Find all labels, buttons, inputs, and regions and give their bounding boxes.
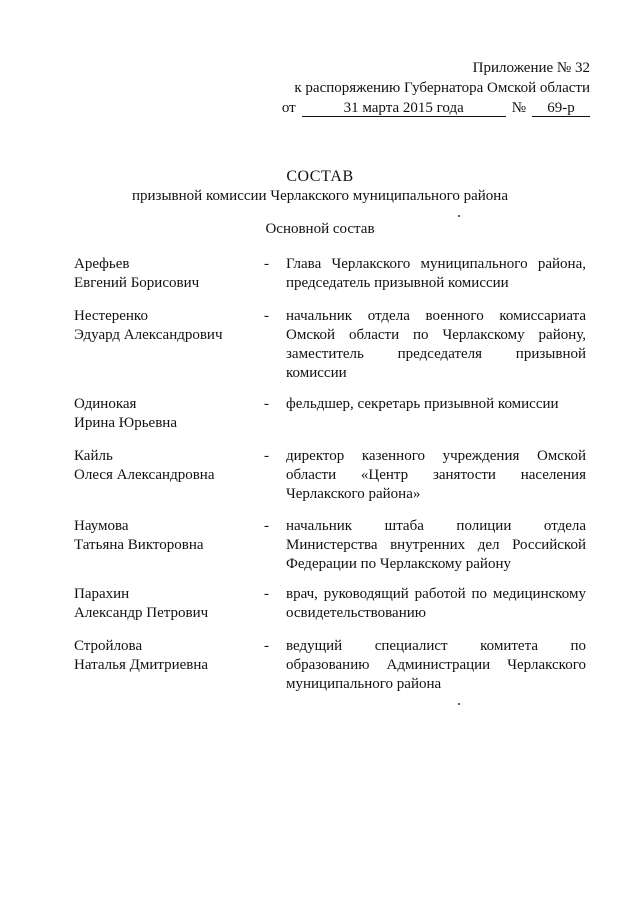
member-dash: - [264,308,269,324]
member-surname: Одинокая [74,396,137,412]
member-role: Глава Черлакского муниципального района, председатель призывной комиссии [286,256,586,291]
member-role: врач, руководящий работой по медицинскому освидетельствованию [286,586,586,621]
member-name [74,255,259,293]
member-role: фельдшер, секретарь призывной комиссии [286,396,559,412]
order-date-line [270,98,590,118]
member-given-names: Наталья Дмитриевна [74,657,209,673]
member-given-names: Эдуард Александрович [74,327,223,343]
member-surname: Арефьев [74,256,130,272]
number-label: № [511,100,526,116]
member-name [74,585,259,623]
member-role: начальник штаба полиции отдела Министерства внутренних дел Российской Федерации по Черлакскому району [286,518,586,572]
order-reference: к распоряжению Губернатора Омской области [294,80,590,96]
member-surname: Парахин [74,586,130,602]
order-number: 69-р [532,100,590,117]
member-role: начальник отдела военного комиссариата Омской области по Черлакскому району, заместитель председателя призывной комиссии [286,308,586,381]
order-date: 31 марта 2015 года [302,100,506,117]
member-role: директор казенного учреждения Омской области «Центр занятости населения Черлакского района» [286,448,586,502]
member-dash: - [264,396,269,412]
member-name [74,447,259,485]
member-dash: - [264,638,269,654]
member-name [74,637,259,675]
member-surname: Кайль [74,448,113,464]
member-surname: Наумова [74,518,129,534]
appendix-number: Приложение № 32 [472,60,590,76]
member-surname: Нестеренко [74,308,148,324]
member-dash: - [264,586,269,602]
document-title: СОСТАВ [286,168,354,185]
member-dash: - [264,256,269,272]
appendix-header [270,58,590,118]
from-label: от [281,100,296,116]
member-role: ведущий специалист комитета по образованию Администрации Черлакского муниципального района [286,638,586,692]
member-surname: Стройлова [74,638,143,654]
member-name [74,517,259,555]
section-heading: Основной состав [265,221,375,237]
member-given-names: Олеся Александровна [74,467,215,483]
scan-speck [458,703,460,705]
document-subtitle: призывной комиссии Черлакского муниципального района [132,188,508,204]
member-dash: - [264,448,269,464]
member-given-names: Александр Петрович [74,605,209,621]
member-name [74,395,259,433]
scan-speck [458,215,460,217]
member-dash: - [264,518,269,534]
member-given-names: Евгений Борисович [74,275,200,291]
member-given-names: Ирина Юрьевна [74,415,177,431]
member-name [74,307,259,345]
member-given-names: Татьяна Викторовна [74,537,204,553]
